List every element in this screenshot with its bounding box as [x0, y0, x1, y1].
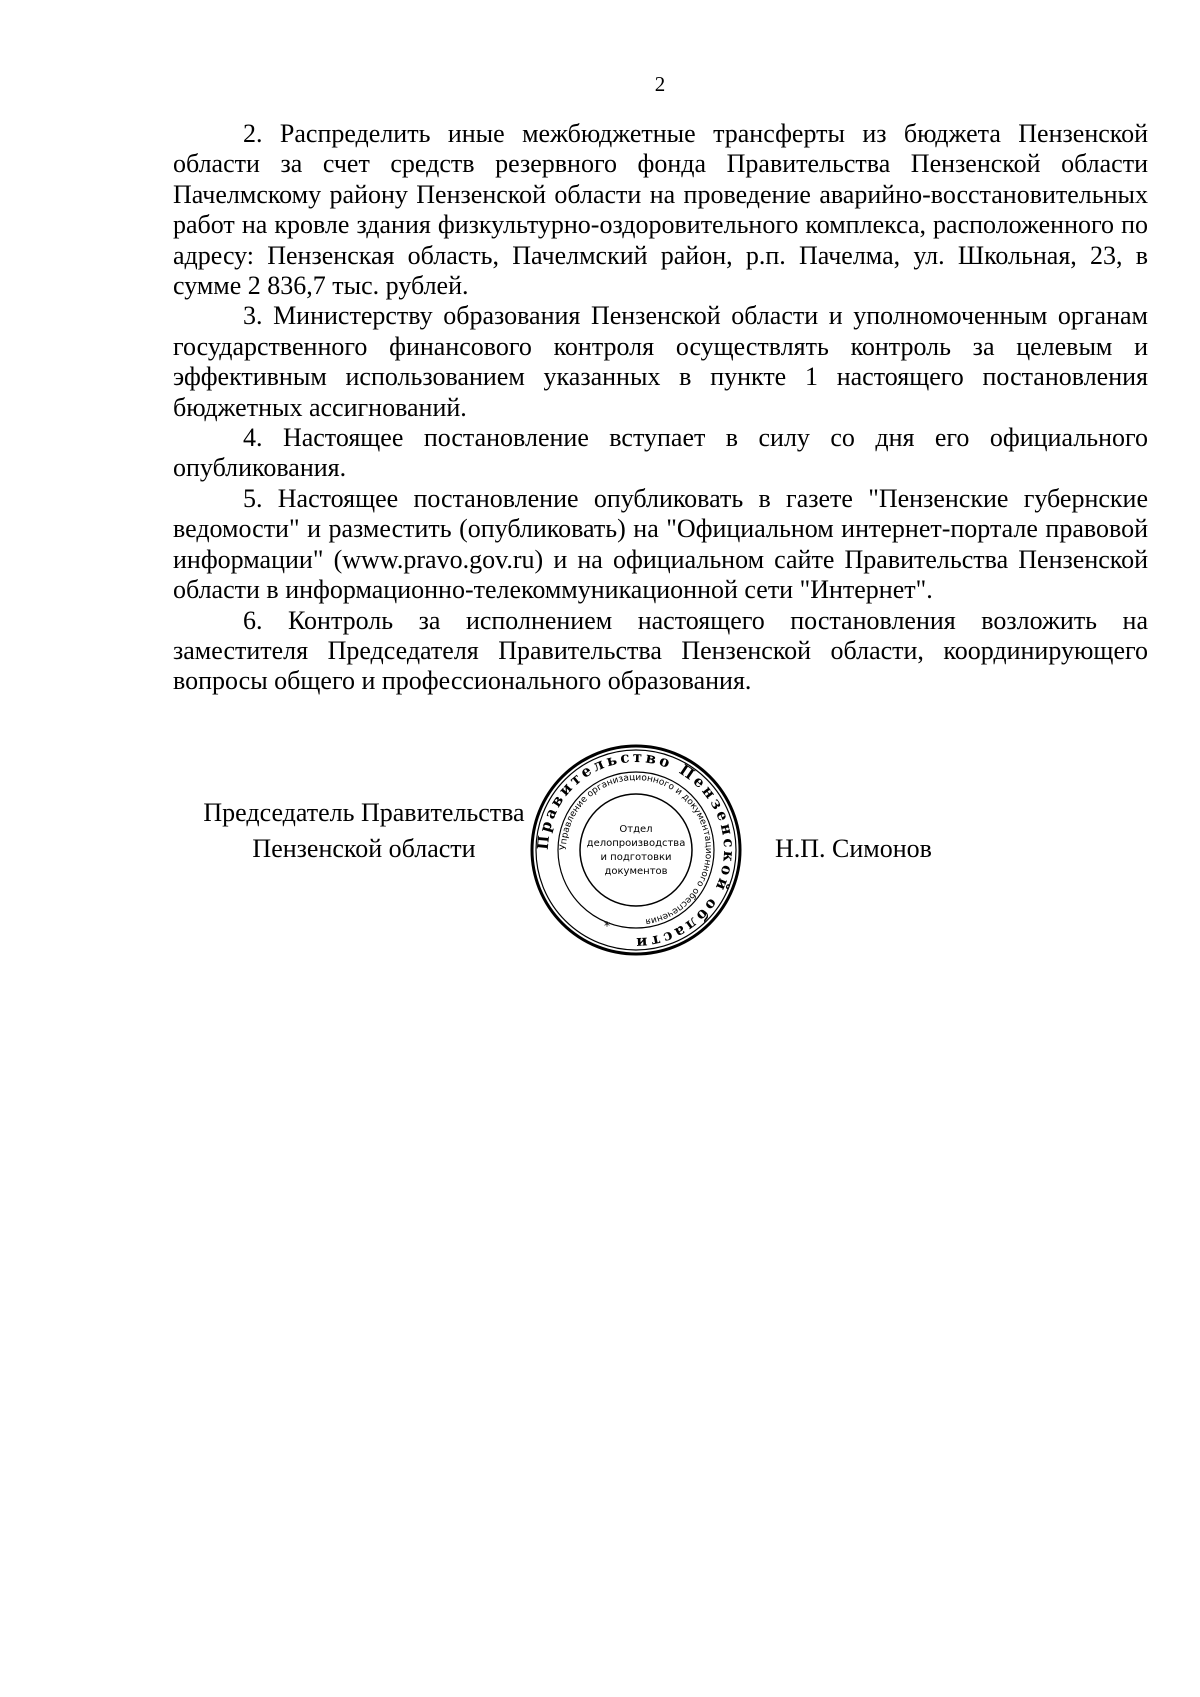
svg-text:документов: документов [604, 866, 668, 877]
official-seal-stamp [526, 740, 746, 960]
svg-text:Правительство Пензенской облас: Правительство Пензенской области [533, 747, 739, 953]
signatory-title-line2: Пензенской области [252, 834, 476, 863]
svg-text:Управление организационного и: Управление организационного и документационного обеспечения [558, 772, 714, 927]
svg-text:Отдел: Отдел [619, 824, 653, 835]
signature-block [0, 747, 1200, 975]
signatory-title-line1: Председатель Правительства [203, 798, 525, 827]
paragraph-5: 5. Настоящее постановление опубликовать в газете "Пензенские губернские ведомости" и разместить (опубликовать) на "Официальном интернет-портале правовой информации" (www.pravo.gov.ru) и на официальном сайте Правительства Пензенской области в информационно-телекоммуникационной сети "Интернет". [173, 483, 1148, 605]
signatory-name: Н.П. Симонов [775, 834, 932, 863]
svg-text:делопроизводства: делопроизводства [586, 838, 686, 849]
document-body [173, 119, 1148, 697]
paragraph-6: 6. Контроль за исполнением настоящего постановления возложить на заместителя Председателя Правительства Пензенской области, координирующего вопросы общего и профессионального образования. [173, 605, 1148, 696]
paragraph-2: 2. Распределить иные межбюджетные трансферты из бюджета Пензенской области за счет средств резервного фонда Правительства Пензенской области Пачелмскому району Пензенской области на проведение аварийно-восстановительных работ на кровле здания физкультурно-оздоровительного комплекса, расположенного по адресу: Пензенская область, Пачелмский район, р.п. Пачелма, ул. Школьная, 23, в сумме 2 836,7 тыс. рублей. [173, 119, 1148, 301]
page-number: 2 [654, 72, 666, 96]
svg-text:и подготовки: и подготовки [600, 852, 672, 863]
paragraph-3: 3. Министерству образования Пензенской области и уполномоченным органам государственного финансового контроля осуществлять контроль за целевым и эффективным использованием указанных в пункте 1 настоящего постановления бюджетных ассигнований. [173, 301, 1148, 422]
signatory-title [184, 795, 544, 867]
paragraph-4: 4. Настоящее постановление вступает в силу со дня его официального опубликования. [173, 423, 1148, 483]
svg-text:*: * [604, 919, 610, 933]
